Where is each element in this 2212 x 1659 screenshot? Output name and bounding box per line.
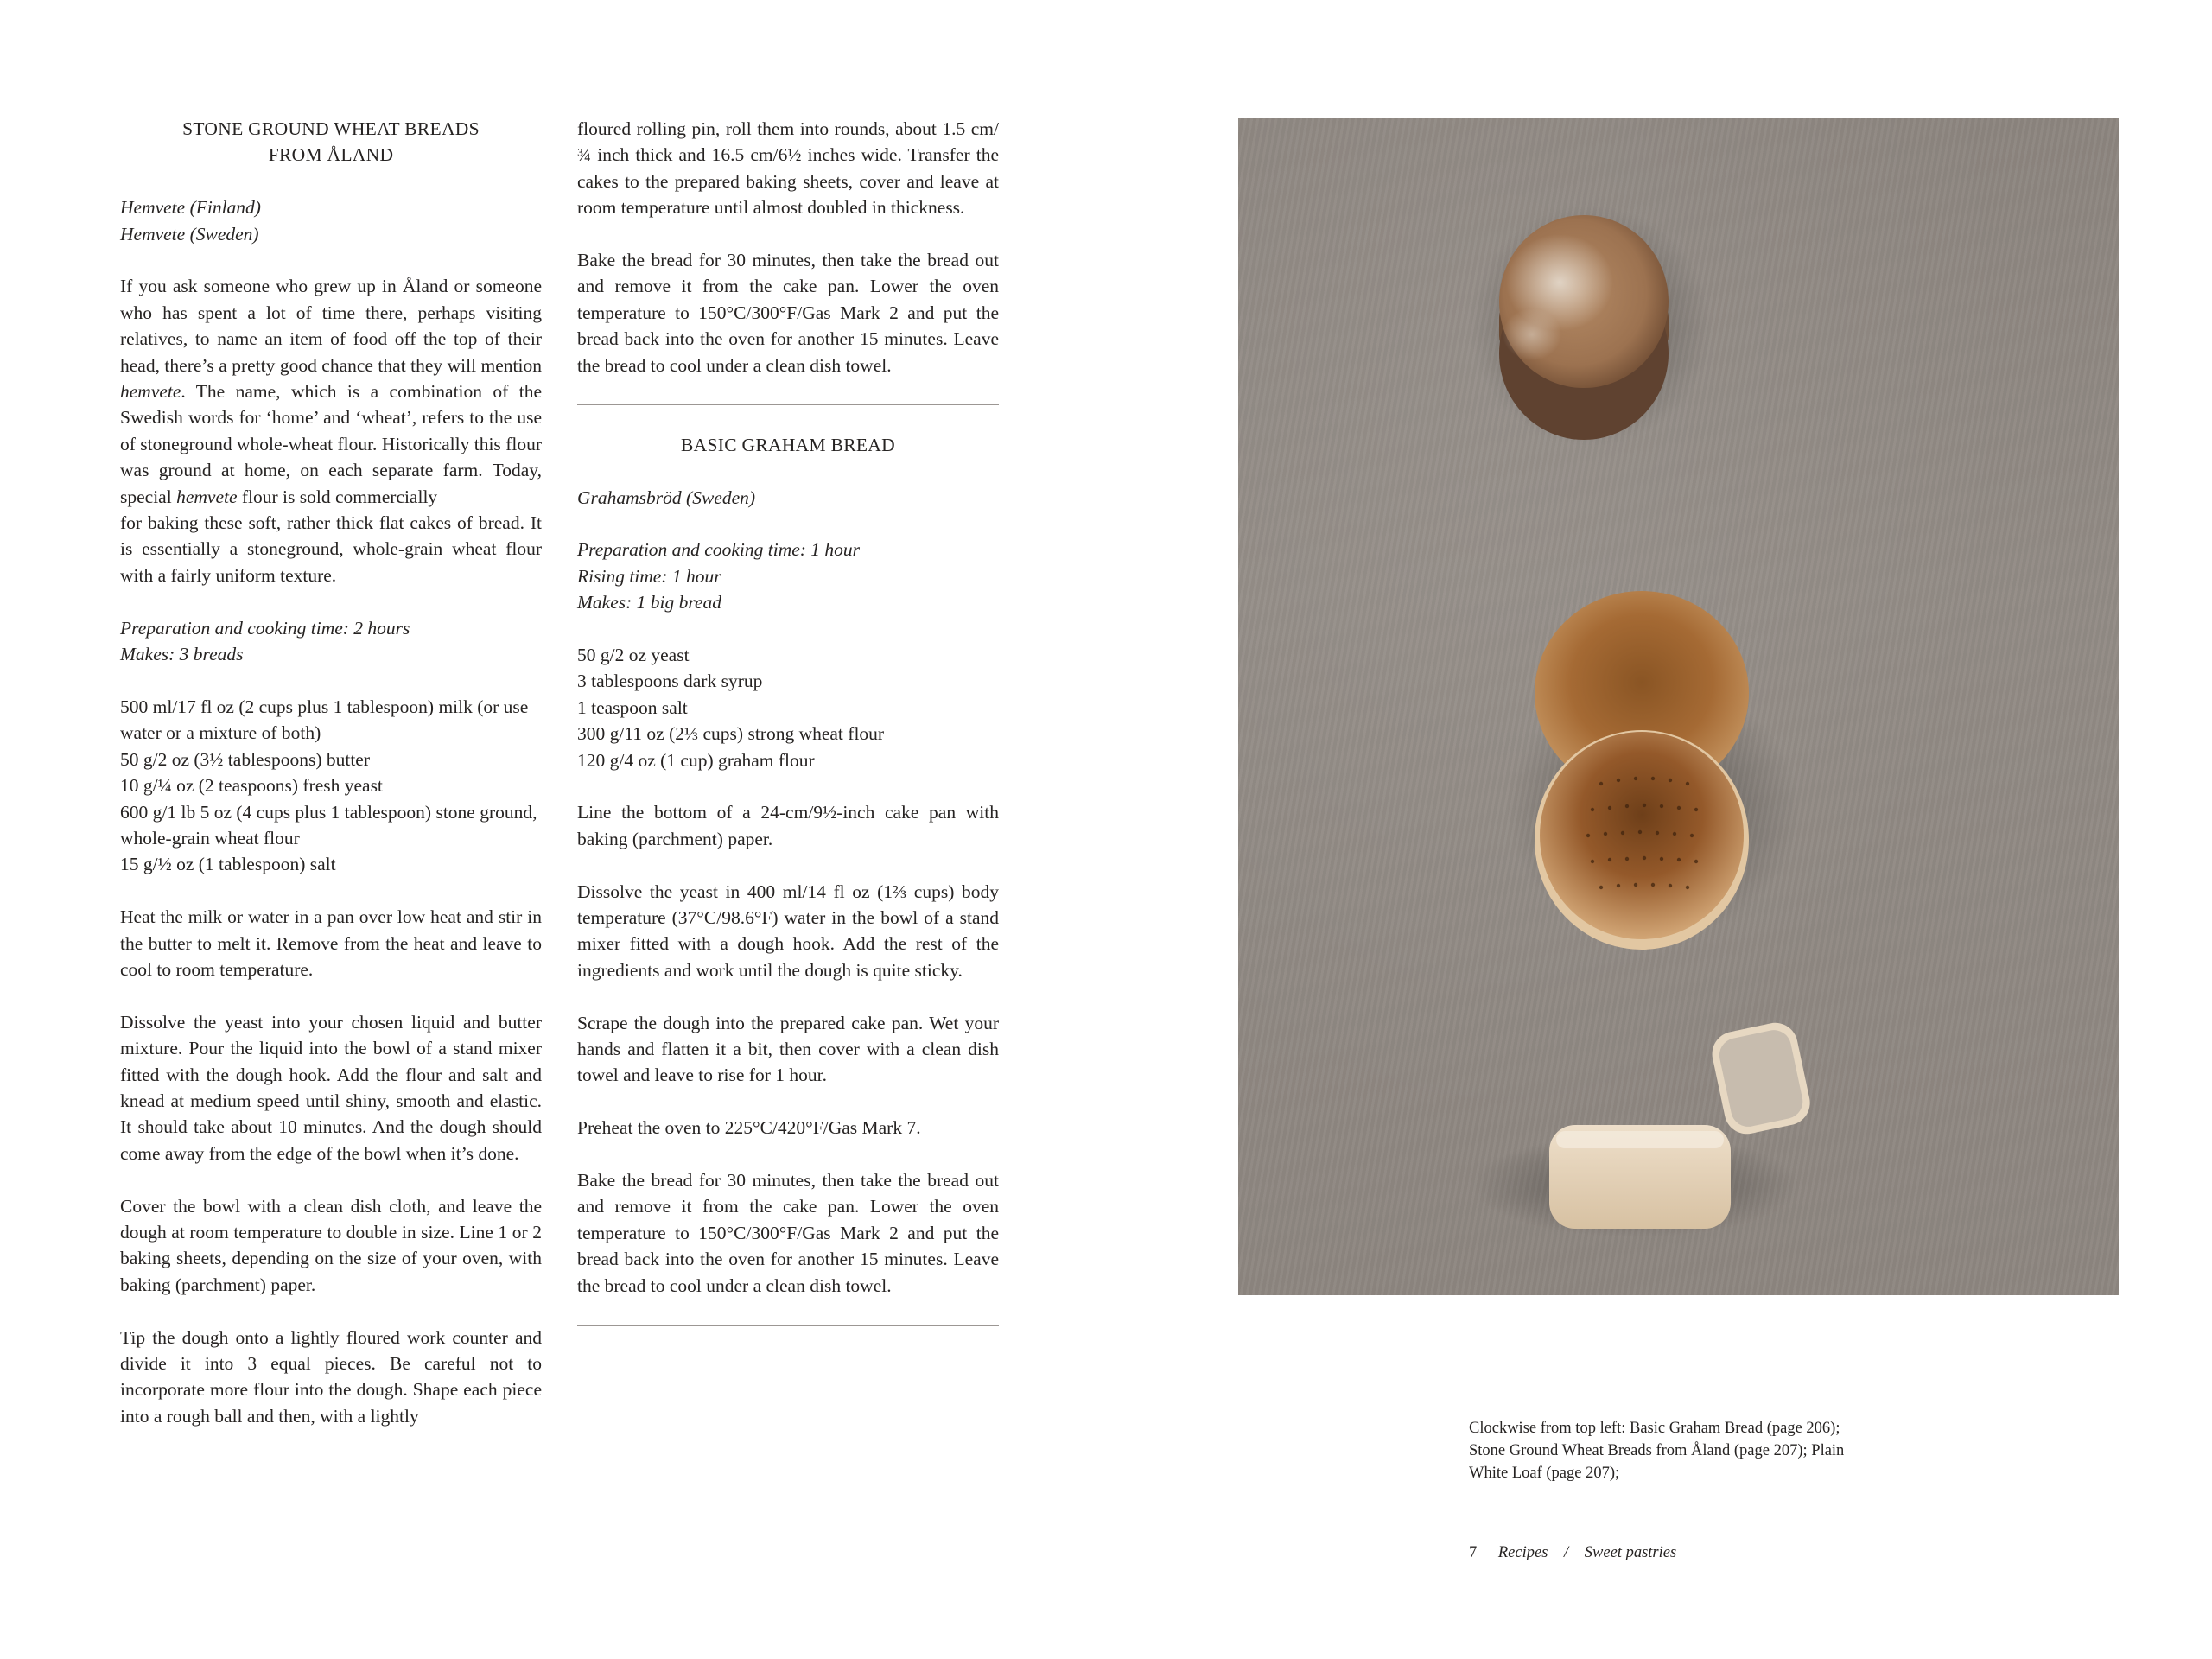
recipe-alt-name: Grahamsbröd (Sweden): [577, 486, 756, 508]
ingredient-item: 15 g/½ oz (1 tablespoon) salt: [120, 854, 336, 875]
caption-line-3: White Loaf (page 207);: [1469, 1465, 1620, 1482]
yield: Makes: 3 breads: [120, 644, 244, 665]
method-step: Bake the bread for 30 minutes, then take the bread out and remove it from the cake pan. Lower the oven temperature to 150°C/300°F/Gas Mark 2 and put the bread back into the oven for another 15 minutes. Leave the bread to cool under a clean dish towel.: [577, 250, 999, 376]
intro-emphasis-1: hemvete: [120, 381, 181, 403]
intro-paragraph: [120, 273, 542, 510]
intro-text-c: flour is sold commercially: [237, 486, 438, 507]
middle-column: [577, 116, 999, 1352]
recipe-title-basic-graham: BASIC GRAHAM BREAD: [681, 434, 895, 455]
prep-time: Preparation and cooking time: 1 hour: [577, 539, 861, 561]
recipe-meta: [120, 615, 542, 668]
page-footer: [1469, 1541, 1676, 1564]
intro-emphasis-2: hemvete: [176, 486, 238, 507]
method-step: Bake the bread for 30 minutes, then take the bread out and remove it from the cake pan. Lower the oven temperature to 150°C/300°F/Gas Mark 2 and put the bread back into the oven for another 15 minutes. Leave the bread to cool under a clean dish towel.: [577, 1170, 999, 1296]
section-divider: [577, 1325, 999, 1326]
method-step: Dissolve the yeast in 400 ml/14 fl oz (1⅔ cups) body temperature (37°C/98.6°F) water in the bowl of a stand mixer fitted with a dough hook. Add the rest of the ingredients and work until the dough is quite sticky.: [577, 880, 999, 981]
footer-subsection: Sweet pastries: [1584, 1544, 1677, 1561]
recipe-alt-names: [120, 194, 542, 247]
method-step: Dissolve the yeast into your chosen liquid and butter mixture. Pour the liquid into the bowl of a stand mixer fitted with the dough hook. Add the flour and salt and knead at medium speed until shiny, smooth and elastic. It should take about 10 minutes. And the dough should come away from the edge of the bowl when it’s done.: [120, 1011, 542, 1164]
photo-caption: [1469, 1417, 1918, 1484]
intro-text-b: . The name, which is a combination of the Swedish words for ‘home’ and ‘wheat’, refers to the use of stoneground whole-wheat flour. Historically this flour was ground at home, on each separate farm. Today, special: [120, 381, 542, 507]
method-step: Scrape the dough into the prepared cake pan. Wet your hands and flatten it a bit, then cover with a clean dish towel and leave to rise for 1 hour.: [577, 1012, 999, 1086]
recipe-meta: [577, 537, 999, 615]
ingredient-item: 1 teaspoon salt: [577, 696, 688, 718]
ingredient-item: 600 g/1 lb 5 oz (4 cups plus 1 tablespoon) stone ground, whole-grain wheat flour: [120, 801, 537, 849]
method-step: Preheat the oven to 225°C/420°F/Gas Mark 7.: [577, 1117, 921, 1139]
intro-text-a: If you ask someone who grew up in Åland or someone who has spent a lot of time there, perhaps visiting relatives, to name an item of food off the top of their head, there’s a pretty good chance that they will mention: [120, 276, 542, 376]
rising-time: Rising time: 1 hour: [577, 565, 721, 587]
caption-line-2: Stone Ground Wheat Breads from Åland (page 207); Plain: [1469, 1442, 1845, 1459]
recipe-title-stone-ground-wheat: [120, 116, 542, 168]
ingredient-item: 10 g/¼ oz (2 teaspoons) fresh yeast: [120, 775, 383, 797]
caption-line-1: Clockwise from top left: Basic Graham Bread (page 206);: [1469, 1420, 1840, 1437]
method-step: Heat the milk or water in a pan over low heat and stir in the butter to melt it. Remove from the heat and leave to cool to room temperature.: [120, 906, 542, 980]
alt-name-sweden: Hemvete (Sweden): [120, 223, 259, 245]
method-step-continued: floured rolling pin, roll them into rounds, about 1.5 cm/¾ inch thick and 16.5 cm/6½ inches wide. Transfer the cakes to the prepared baking sheets, cover and leave at room temperature until almost doubled in thickness.: [577, 118, 999, 219]
ingredient-item: 3 tablespoons dark syrup: [577, 671, 763, 692]
ingredient-list: [120, 694, 542, 878]
prep-time: Preparation and cooking time: 2 hours: [120, 617, 410, 639]
white-loaf-highlight: [1556, 1131, 1724, 1148]
method-step: Tip the dough onto a lightly floured work counter and divide it into 3 equal pieces. Be careful not to incorporate more flour into the dough. Shape each piece into a rough ball and then, with a lightly: [120, 1326, 542, 1427]
ingredient-item: 300 g/11 oz (2⅓ cups) strong wheat flour: [577, 723, 885, 745]
footer-separator: /: [1564, 1544, 1569, 1561]
bread-photograph: [1238, 118, 2119, 1295]
alt-name-finland: Hemvete (Finland): [120, 197, 261, 219]
bread-illustration: [1238, 118, 2119, 1295]
ingredient-item: 500 ml/17 fl oz (2 cups plus 1 tablespoon) milk (or use water or a mixture of both): [120, 696, 529, 744]
page-number: 7: [1469, 1544, 1478, 1561]
intro-paragraph-continued: for baking these soft, rather thick flat cakes of bread. It is essentially a stoneground, whole-grain wheat flour with a fairly uniform texture.: [120, 512, 542, 586]
method-step: Cover the bowl with a clean dish cloth, and leave the dough at room temperature to double in size. Line 1 or 2 baking sheets, depending on the size of your oven, with baking (parchment) paper.: [120, 1195, 542, 1295]
recipe-title-line-2: FROM ÅLAND: [268, 144, 394, 166]
flatbread-front: [1540, 732, 1744, 939]
left-column: [120, 116, 542, 1456]
ingredient-item: 50 g/2 oz yeast: [577, 645, 690, 666]
ingredient-item: 120 g/4 oz (1 cup) graham flour: [577, 749, 815, 771]
rye-round-flour-patch: [1503, 308, 1561, 360]
loaf-slice: [1708, 1019, 1815, 1138]
method-step: Line the bottom of a 24-cm/9½-inch cake pan with baking (parchment) paper.: [577, 802, 999, 849]
ingredient-list: [577, 642, 999, 773]
ingredient-item: 50 g/2 oz (3½ tablespoons) butter: [120, 748, 371, 770]
footer-section: Recipes: [1497, 1544, 1548, 1561]
section-divider: [577, 404, 999, 405]
recipe-title-line-1: STONE GROUND WHEAT BREADS: [182, 118, 480, 139]
yield: Makes: 1 big bread: [577, 592, 721, 613]
